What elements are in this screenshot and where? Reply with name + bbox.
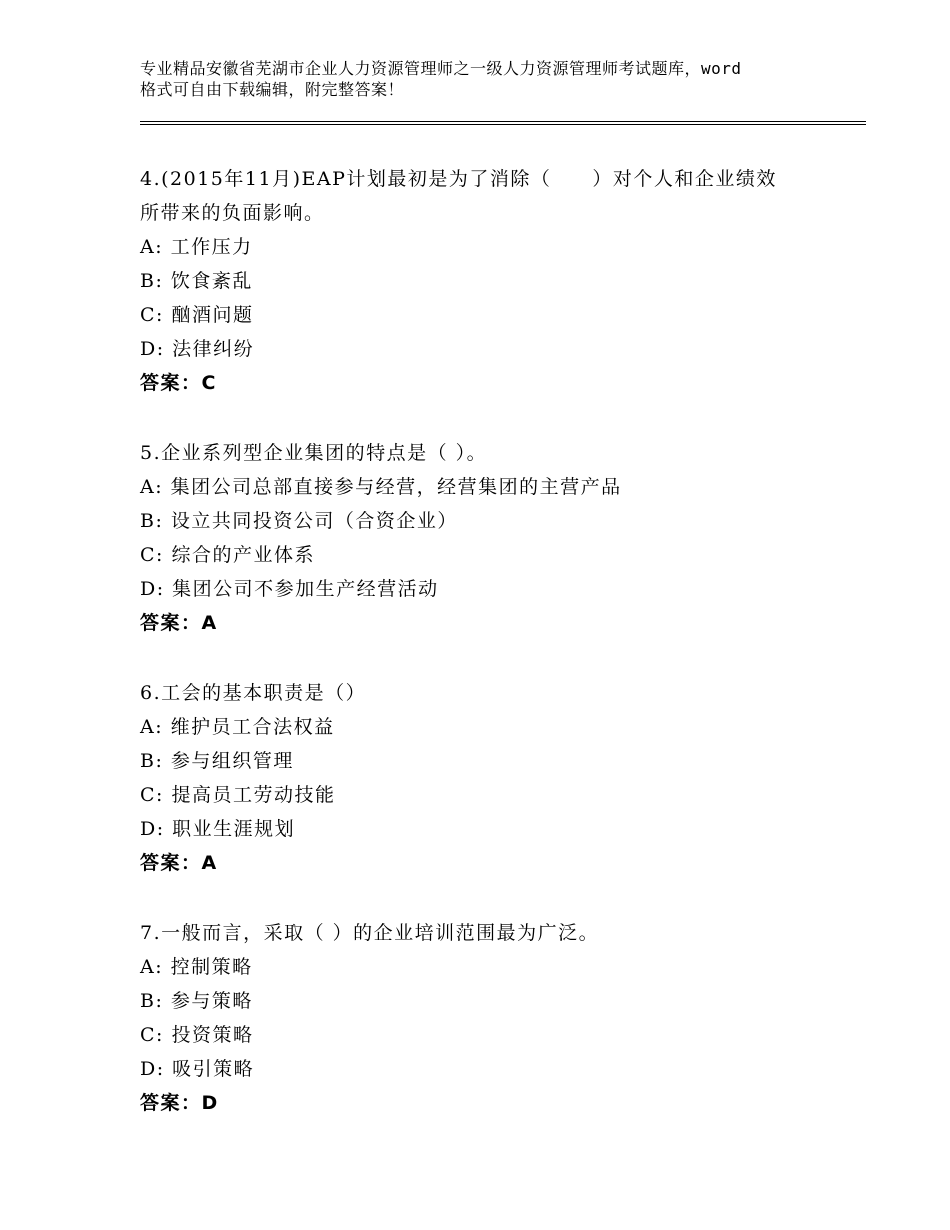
- answer-label: 答案：A: [140, 612, 218, 634]
- document-header: [140, 58, 840, 100]
- header-line-1: 专业精品安徽省芜湖市企业人力资源管理师之一级人力资源管理师考试题库，word: [140, 59, 742, 78]
- answer-label: 答案：C: [140, 372, 217, 394]
- option-a: A: 集团公司总部直接参与经营，经营集团的主营产品: [140, 476, 622, 498]
- option-b: B: 饮食紊乱: [140, 270, 253, 292]
- option-a: A: 维护员工合法权益: [140, 716, 335, 738]
- option-b: B: 设立共同投资公司（合资企业）: [140, 510, 458, 532]
- question-stem-continued: 所带来的负面影响。: [140, 202, 325, 224]
- question-stem: 4.(2015年11月)EAP计划最初是为了消除（ ）对个人和企业绩效: [140, 168, 777, 190]
- option-c: C: 投资策略: [140, 1024, 254, 1046]
- question-stem: 7.一般而言，采取（ ）的企业培训范围最为广泛。: [140, 922, 600, 944]
- question-6: [140, 676, 840, 880]
- option-a: A: 工作压力: [140, 236, 253, 258]
- option-c: C: 提高员工劳动技能: [140, 784, 336, 806]
- header-line-2: 格式可自由下载编辑，附完整答案！: [140, 80, 405, 99]
- header-divider: [140, 121, 866, 125]
- question-4: [140, 162, 840, 400]
- question-7: [140, 916, 840, 1120]
- option-c: C: 综合的产业体系: [140, 544, 315, 566]
- option-b: B: 参与策略: [140, 990, 253, 1012]
- question-stem: 6.工会的基本职责是（）: [140, 682, 367, 704]
- option-d: D: 吸引策略: [140, 1058, 255, 1080]
- option-d: D: 集团公司不参加生产经营活动: [140, 578, 439, 600]
- option-c: C: 酗酒问题: [140, 304, 254, 326]
- option-d: D: 职业生涯规划: [140, 818, 296, 840]
- question-stem: 5.企业系列型企业集团的特点是（ ）。: [140, 442, 488, 464]
- option-b: B: 参与组织管理: [140, 750, 294, 772]
- question-5: [140, 436, 840, 640]
- answer-label: 答案：A: [140, 852, 218, 874]
- option-d: D: 法律纠纷: [140, 338, 255, 360]
- answer-label: 答案：D: [140, 1092, 219, 1114]
- question-list: [140, 162, 840, 1156]
- option-a: A: 控制策略: [140, 956, 253, 978]
